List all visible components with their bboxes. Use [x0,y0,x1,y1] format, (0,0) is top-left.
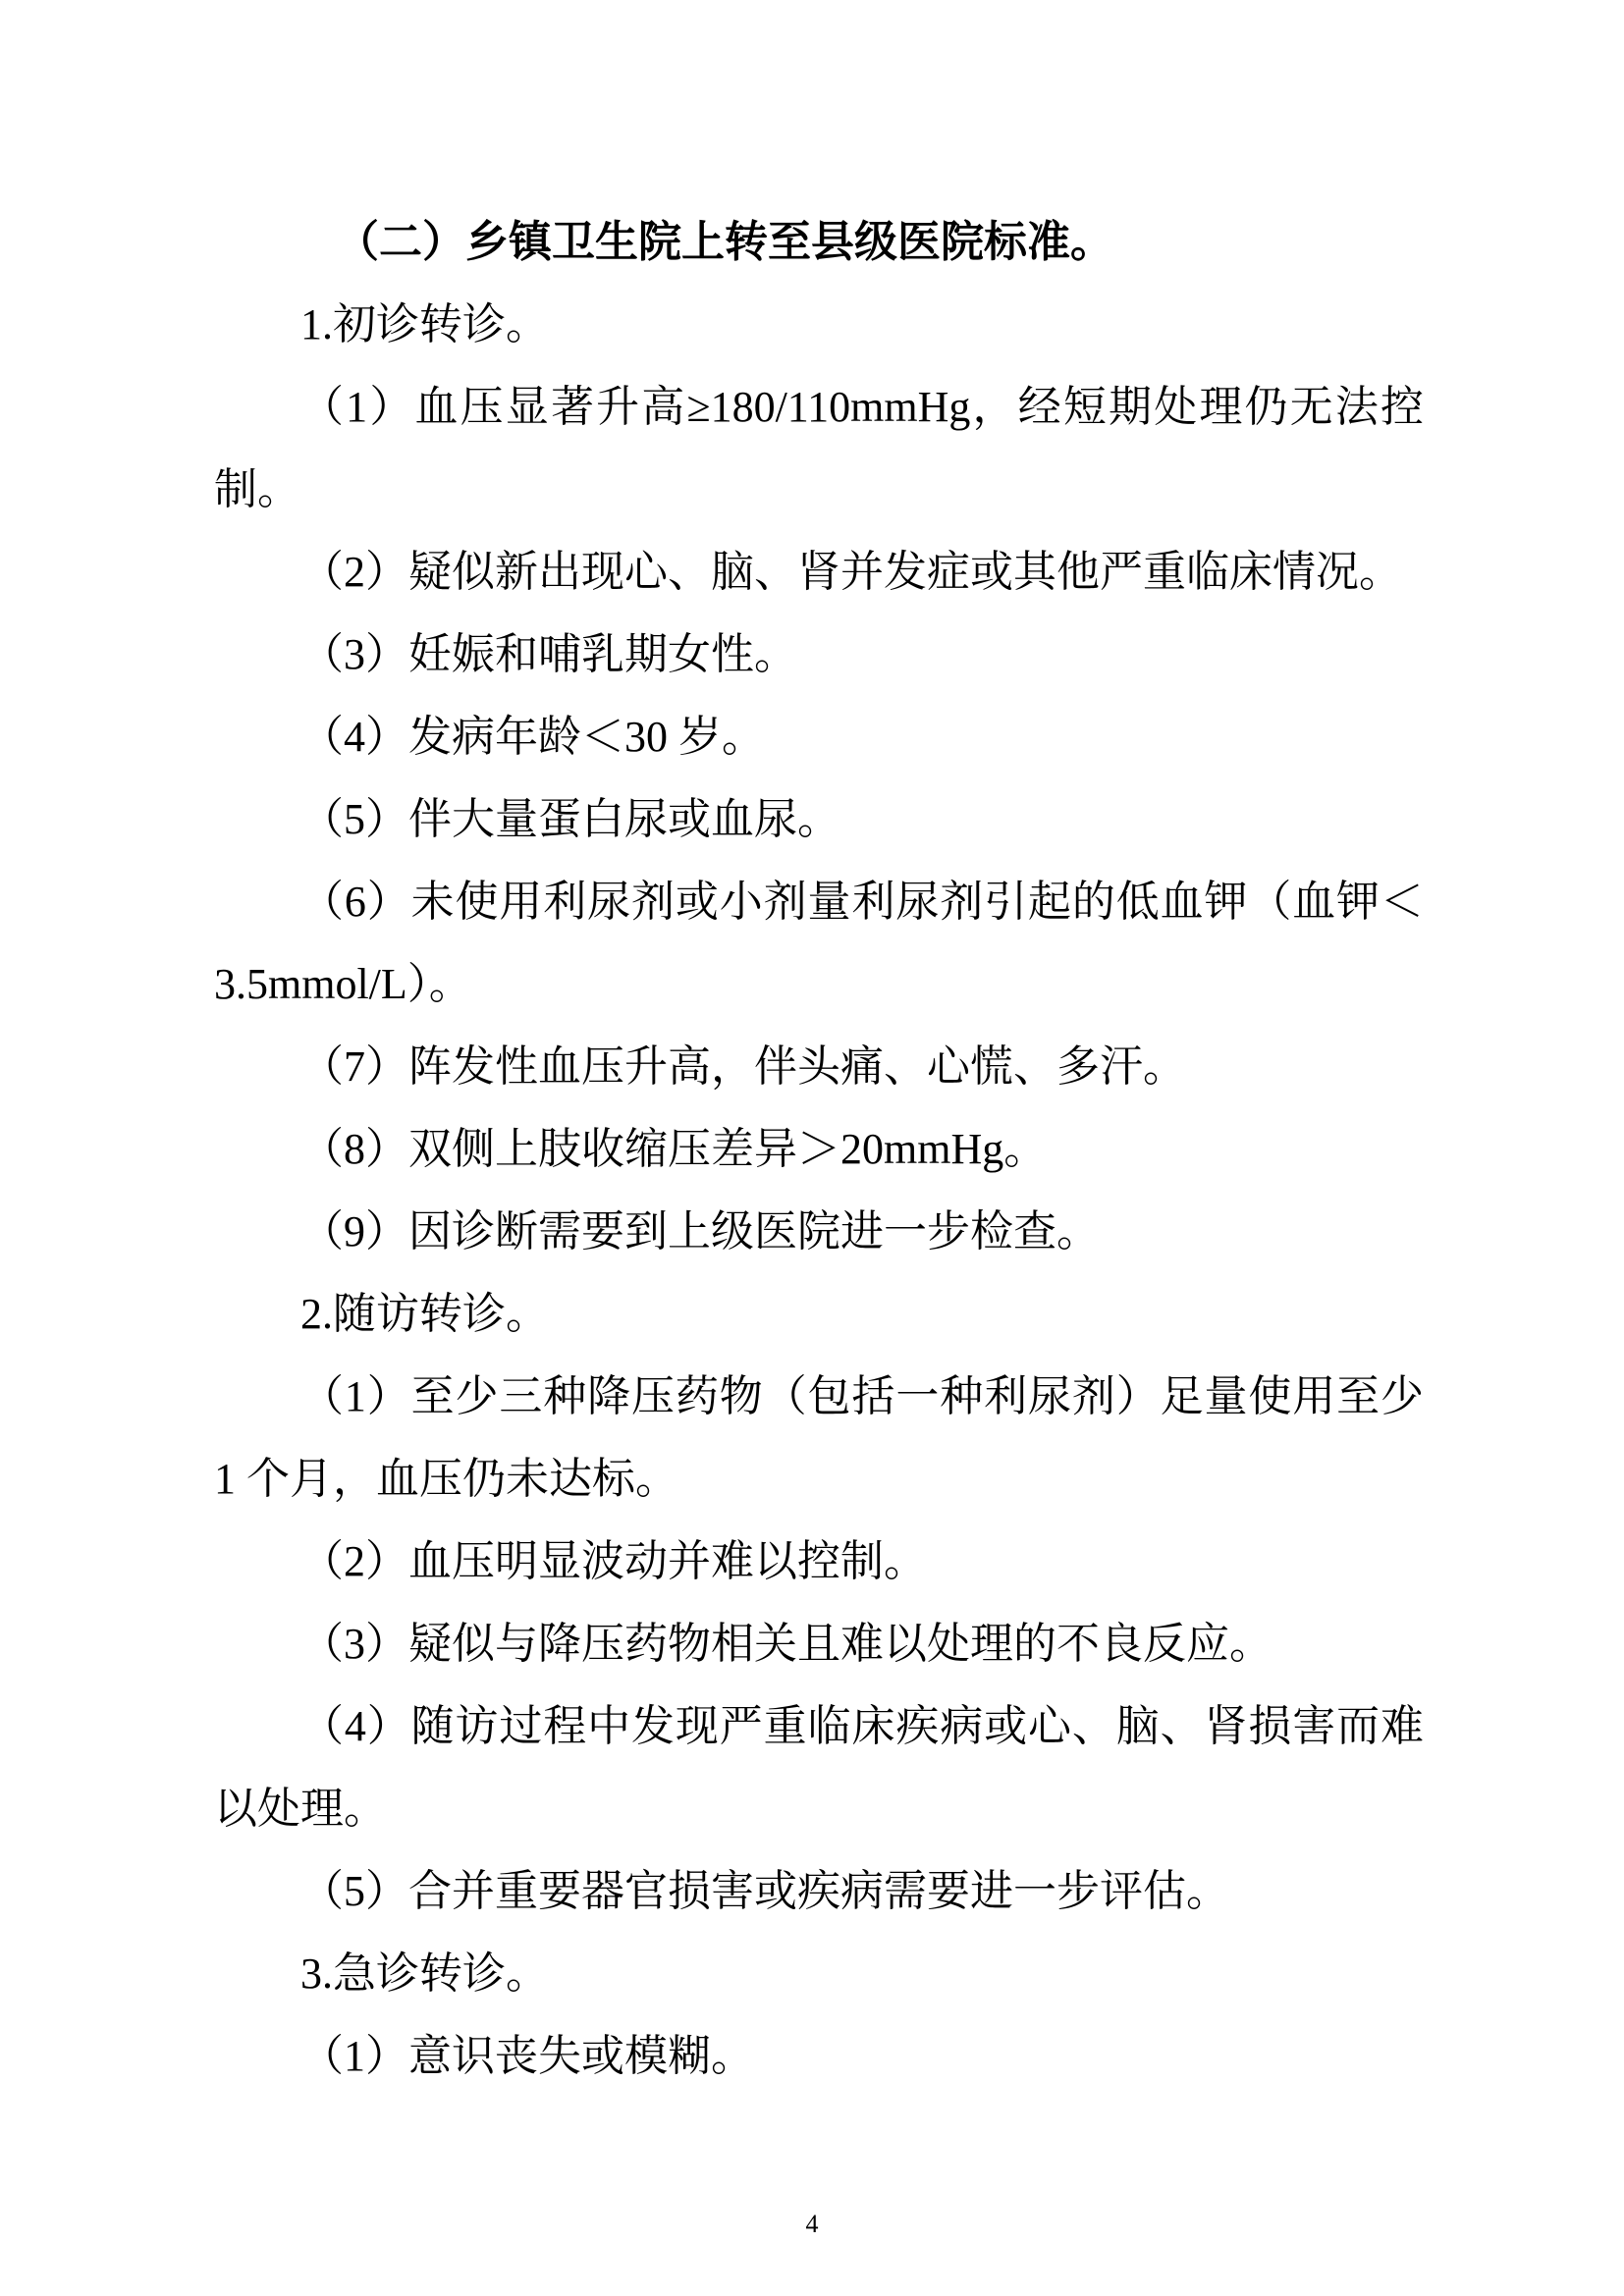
criterion-line: （7）阵发性血压升高，伴头痛、心慌、多汗。 [300,1042,1186,1091]
criterion-line: 以处理。 [214,1785,387,1833]
criterion-item [214,778,1424,861]
follow-up-referral-section [214,1273,1424,1933]
criterion-item [214,1356,1424,1521]
section-heading: （二）乡镇卫生院上转至县级医院标准。 [336,218,1113,266]
criterion-line: （2）疑似新出现心、脑、肾并发症或其他严重临床情况。 [300,548,1402,596]
criterion-line: （3）疑似与降压药物相关且难以处理的不良反应。 [300,1620,1272,1668]
criterion-line: 3.5mmol/L）。 [214,960,472,1008]
criterion-line: （9）因诊断需要到上级医院进一步检查。 [300,1207,1100,1255]
criterion-item [214,531,1424,614]
criterion-line: （1）血压显著升高≥180/110mmHg，经短期处理仍无法控 [300,383,1424,431]
criterion-line: （3）妊娠和哺乳期女性。 [300,630,797,678]
criterion-line: （5）合并重要器官损害或疾病需要进一步评估。 [300,1867,1229,1915]
subsection-title: 1.初诊转诊。 [300,300,549,348]
criterion-item [214,696,1424,778]
initial-referral-section [214,284,1424,1273]
criterion-line: （4）随访过程中发现严重临床疾病或心、脑、肾损害而难 [300,1702,1424,1750]
criterion-line: （1）意识丧失或模糊。 [300,2032,754,2080]
criterion-item [214,1685,1424,1850]
emergency-referral-section [214,1933,1424,2098]
criterion-item [214,366,1424,531]
criterion-item [214,861,1424,1026]
criterion-line: （2）血压明显波动并难以控制。 [300,1537,927,1585]
criterion-line: （8）双侧上肢收缩压差异＞20mmHg。 [300,1125,1048,1173]
criterion-item [214,1603,1424,1685]
subsection-title: 3.急诊转诊。 [300,1949,549,1998]
criterion-line: 1 个月，血压仍未达标。 [214,1455,678,1503]
criterion-line: （5）伴大量蛋白尿或血尿。 [300,795,840,843]
criterion-item [214,1026,1424,1108]
criterion-line: （4）发病年龄＜30 岁。 [300,713,765,761]
subsection-title: 2.随访转诊。 [300,1290,549,1338]
criterion-item [214,1850,1424,1933]
criterion-item [214,1521,1424,1603]
page-number: 4 [805,2210,819,2238]
criterion-line: （1）至少三种降压药物（包括一种利尿剂）足量使用至少 [300,1372,1424,1420]
criterion-item [214,1108,1424,1191]
criterion-line: （6）未使用利尿剂或小剂量利尿剂引起的低血钾（血钾＜ [300,878,1424,926]
criterion-item [214,614,1424,696]
document-body [214,201,1424,2098]
criterion-line: 制。 [214,465,300,513]
criterion-item [214,2015,1424,2098]
criterion-item [214,1191,1424,1273]
